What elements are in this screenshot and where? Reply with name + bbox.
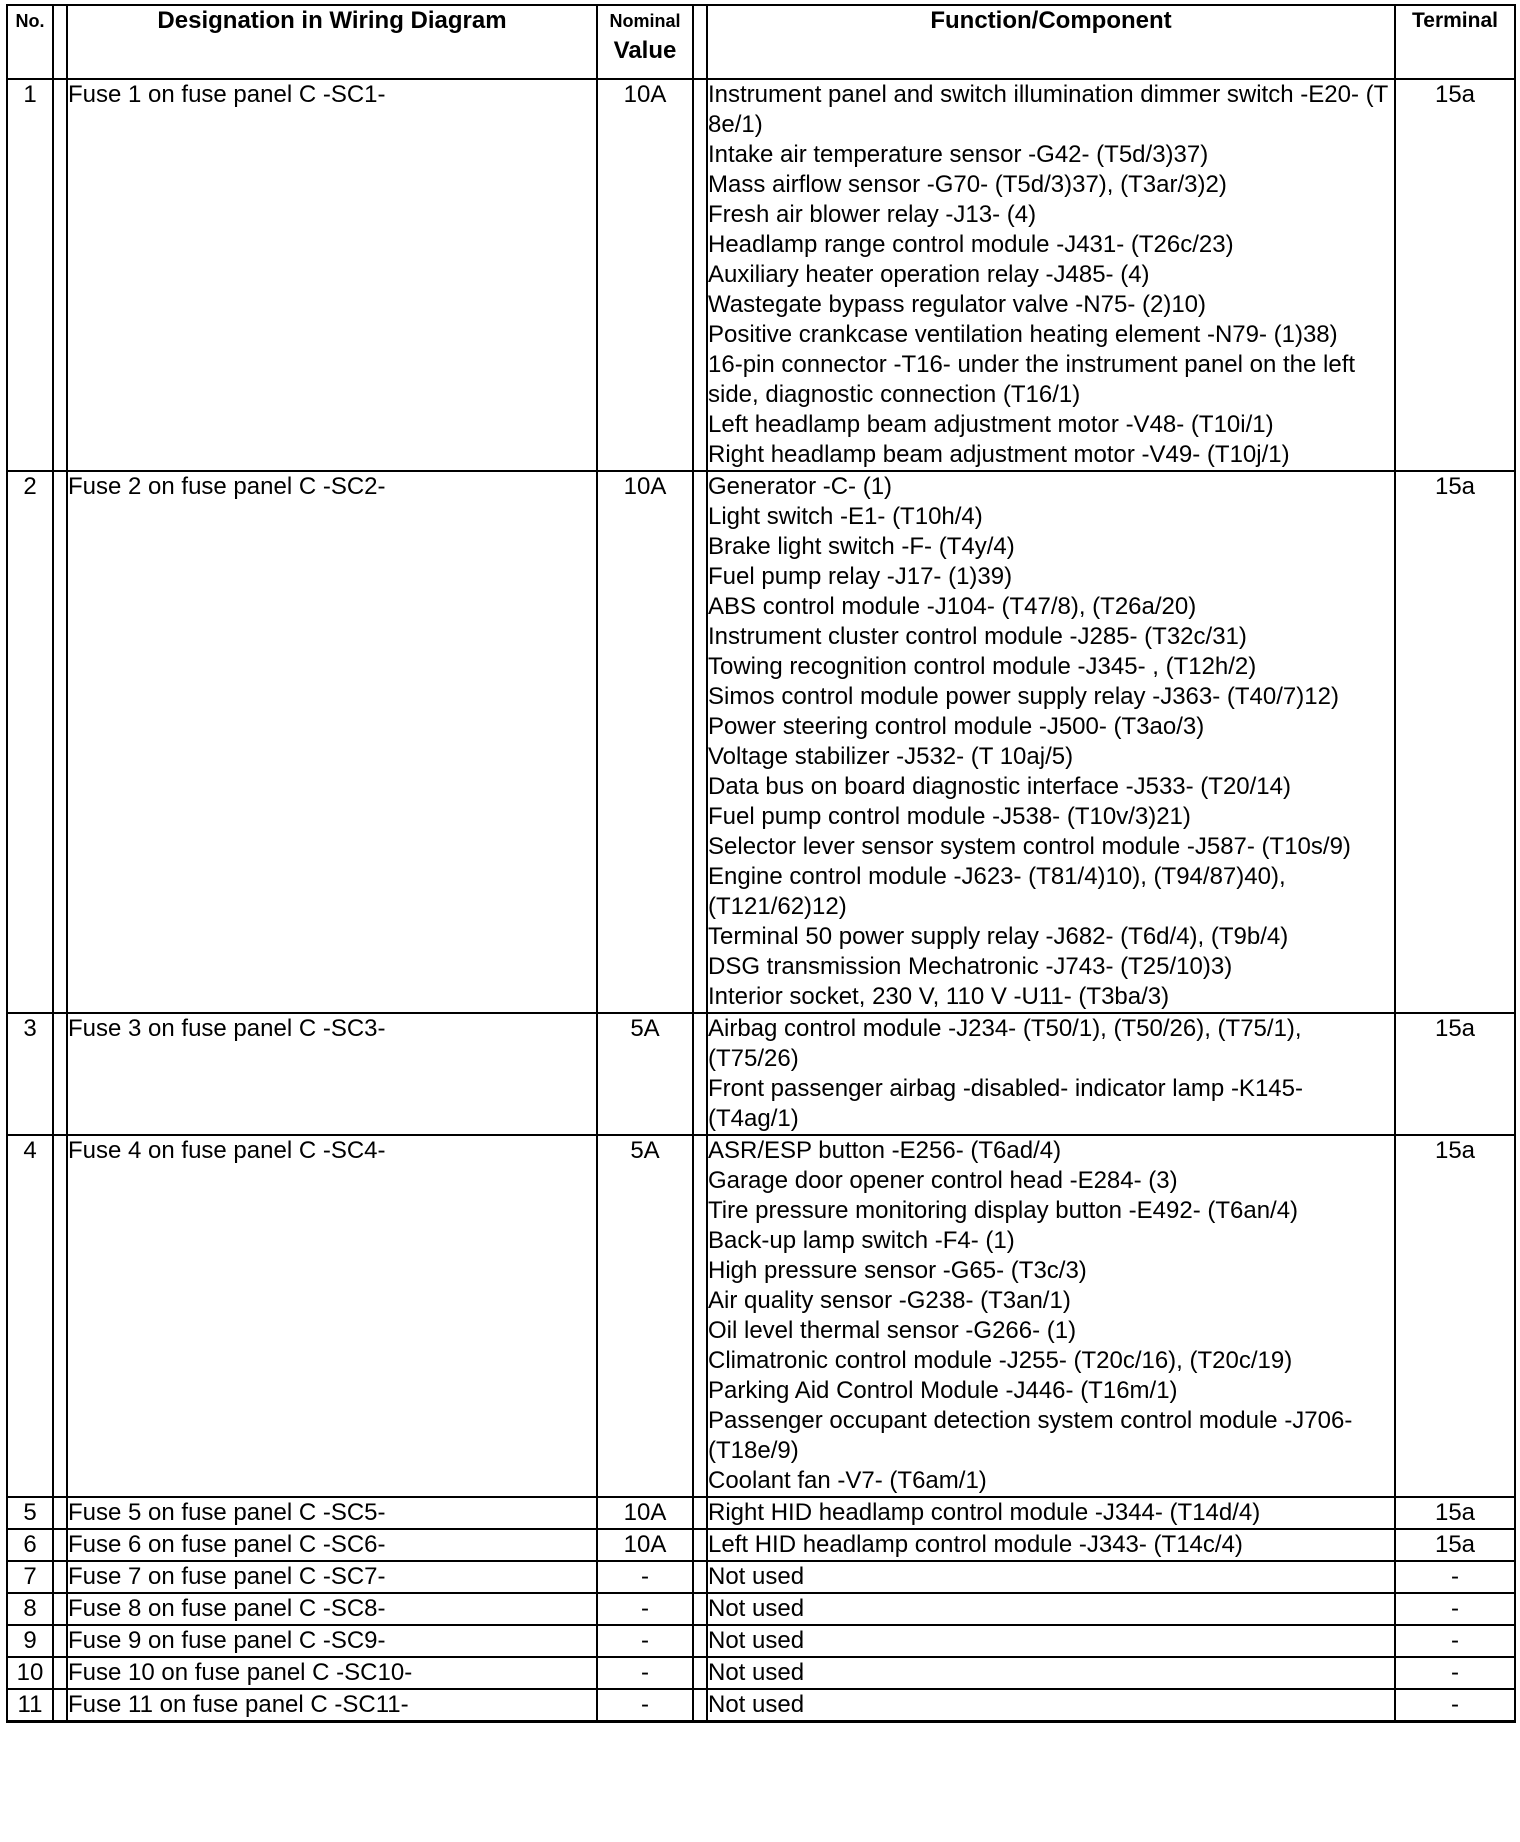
row-terminal: 15a bbox=[1395, 1497, 1515, 1529]
row-nominal-value: - bbox=[597, 1657, 693, 1689]
row-spacer bbox=[693, 1497, 707, 1529]
row-terminal: 15a bbox=[1395, 1135, 1515, 1497]
table-row bbox=[7, 471, 1515, 1013]
row-nominal-value: 5A bbox=[597, 1135, 693, 1497]
row-functions bbox=[707, 79, 1395, 471]
row-spacer bbox=[53, 1689, 67, 1722]
function-item: Light switch -E1- (T10h/4) bbox=[708, 503, 983, 530]
table-row bbox=[7, 1625, 1515, 1657]
function-item: Simos control module power supply relay -J363- (T40/7)12) bbox=[708, 683, 1339, 710]
row-terminal: - bbox=[1395, 1625, 1515, 1657]
function-item: Air quality sensor -G238- (T3an/1) bbox=[708, 1287, 1071, 1314]
row-terminal: - bbox=[1395, 1657, 1515, 1689]
row-functions bbox=[707, 1013, 1395, 1135]
row-functions bbox=[707, 1497, 1395, 1529]
table-row bbox=[7, 1135, 1515, 1497]
row-nominal-value: - bbox=[597, 1593, 693, 1625]
function-item: Data bus on board diagnostic interface -J533- (T20/14) bbox=[708, 773, 1291, 800]
row-spacer bbox=[53, 79, 67, 471]
function-item: 16-pin connector -T16- under the instrument panel on the left side, diagnostic connection (T16/1) bbox=[708, 351, 1356, 408]
function-item: Airbag control module -J234- (T50/1), (T50/26), (T75/1), (T75/26) bbox=[708, 1015, 1302, 1072]
row-spacer bbox=[53, 1561, 67, 1593]
function-item: Fuel pump relay -J17- (1)39) bbox=[708, 563, 1013, 590]
row-number: 7 bbox=[7, 1561, 53, 1593]
row-spacer bbox=[693, 471, 707, 1013]
function-item: Positive crankcase ventilation heating element -N79- (1)38) bbox=[708, 321, 1338, 348]
row-terminal: - bbox=[1395, 1561, 1515, 1593]
row-number: 4 bbox=[7, 1135, 53, 1497]
row-nominal-value: 10A bbox=[597, 1529, 693, 1561]
row-number: 9 bbox=[7, 1625, 53, 1657]
table-row bbox=[7, 1497, 1515, 1529]
row-functions bbox=[707, 1135, 1395, 1497]
function-item: Fresh air blower relay -J13- (4) bbox=[708, 201, 1037, 228]
row-designation: Fuse 10 on fuse panel C -SC10- bbox=[67, 1657, 597, 1689]
row-functions bbox=[707, 471, 1395, 1013]
row-nominal-value: 5A bbox=[597, 1013, 693, 1135]
row-designation: Fuse 2 on fuse panel C -SC2- bbox=[67, 471, 597, 1013]
row-functions bbox=[707, 1625, 1395, 1657]
function-item: Left headlamp beam adjustment motor -V48- (T10i/1) bbox=[708, 411, 1274, 438]
row-spacer bbox=[53, 1135, 67, 1497]
row-spacer bbox=[53, 1497, 67, 1529]
header-row bbox=[7, 5, 1515, 79]
function-item: Voltage stabilizer -J532- (T 10aj/5) bbox=[708, 743, 1074, 770]
row-nominal-value: - bbox=[597, 1625, 693, 1657]
function-item: Towing recognition control module -J345- , (T12h/2) bbox=[708, 653, 1257, 680]
header-terminal: Terminal bbox=[1395, 5, 1515, 79]
row-nominal-value: 10A bbox=[597, 79, 693, 471]
row-nominal-value: - bbox=[597, 1561, 693, 1593]
row-number: 6 bbox=[7, 1529, 53, 1561]
function-item: Auxiliary heater operation relay -J485- (4) bbox=[708, 261, 1150, 288]
function-item: Intake air temperature sensor -G42- (T5d/3)37) bbox=[708, 141, 1209, 168]
row-number: 11 bbox=[7, 1689, 53, 1722]
function-item: Front passenger airbag -disabled- indicator lamp -K145- (T4ag/1) bbox=[708, 1075, 1303, 1132]
row-number: 3 bbox=[7, 1013, 53, 1135]
row-nominal-value: 10A bbox=[597, 471, 693, 1013]
table-row bbox=[7, 1593, 1515, 1625]
function-item: Wastegate bypass regulator valve -N75- (2)10) bbox=[708, 291, 1206, 318]
function-item: Interior socket, 230 V, 110 V -U11- (T3ba/3) bbox=[708, 983, 1170, 1010]
table-row bbox=[7, 1561, 1515, 1593]
function-item: Generator -C- (1) bbox=[708, 473, 893, 500]
row-designation: Fuse 3 on fuse panel C -SC3- bbox=[67, 1013, 597, 1135]
row-spacer bbox=[693, 1625, 707, 1657]
function-item: Instrument panel and switch illumination dimmer switch -E20- (T 8e/1) bbox=[708, 81, 1388, 138]
row-spacer bbox=[693, 1593, 707, 1625]
function-item: Not used bbox=[708, 1595, 805, 1622]
function-item: Not used bbox=[708, 1627, 805, 1654]
row-functions bbox=[707, 1561, 1395, 1593]
function-item: Right HID headlamp control module -J344- (T14d/4) bbox=[708, 1499, 1261, 1526]
row-spacer bbox=[53, 1593, 67, 1625]
row-spacer bbox=[53, 1657, 67, 1689]
function-item: Engine control module -J623- (T81/4)10), (T94/87)40), (T121/62)12) bbox=[708, 863, 1286, 920]
function-item: Left HID headlamp control module -J343- (T14c/4) bbox=[708, 1531, 1243, 1558]
table-row bbox=[7, 1529, 1515, 1561]
function-item: Oil level thermal sensor -G266- (1) bbox=[708, 1317, 1077, 1344]
function-item: Climatronic control module -J255- (T20c/16), (T20c/19) bbox=[708, 1347, 1293, 1374]
function-item: Fuel pump control module -J538- (T10v/3)21) bbox=[708, 803, 1191, 830]
function-item: Mass airflow sensor -G70- (T5d/3)37), (T3ar/3)2) bbox=[708, 171, 1227, 198]
table-row bbox=[7, 1657, 1515, 1689]
function-item: Coolant fan -V7- (T6am/1) bbox=[708, 1467, 987, 1494]
function-item: Brake light switch -F- (T4y/4) bbox=[708, 533, 1015, 560]
row-terminal: 15a bbox=[1395, 1013, 1515, 1135]
row-spacer bbox=[693, 1657, 707, 1689]
row-spacer bbox=[53, 1625, 67, 1657]
function-item: Not used bbox=[708, 1659, 805, 1686]
row-terminal: 15a bbox=[1395, 1529, 1515, 1561]
row-spacer bbox=[53, 1529, 67, 1561]
header-nominal-value bbox=[597, 5, 693, 79]
table-body bbox=[7, 79, 1515, 1722]
row-number: 2 bbox=[7, 471, 53, 1013]
row-functions bbox=[707, 1529, 1395, 1561]
function-item: Garage door opener control head -E284- (3) bbox=[708, 1167, 1178, 1194]
function-item: Tire pressure monitoring display button -E492- (T6an/4) bbox=[708, 1197, 1299, 1224]
row-designation: Fuse 7 on fuse panel C -SC7- bbox=[67, 1561, 597, 1593]
row-number: 1 bbox=[7, 79, 53, 471]
table-row bbox=[7, 79, 1515, 471]
function-item: Terminal 50 power supply relay -J682- (T6d/4), (T9b/4) bbox=[708, 923, 1289, 950]
header-designation: Designation in Wiring Diagram bbox=[67, 5, 597, 79]
row-functions bbox=[707, 1657, 1395, 1689]
function-item: Right headlamp beam adjustment motor -V49- (T10j/1) bbox=[708, 441, 1290, 468]
row-terminal: 15a bbox=[1395, 471, 1515, 1013]
table-row bbox=[7, 1689, 1515, 1722]
row-designation: Fuse 5 on fuse panel C -SC5- bbox=[67, 1497, 597, 1529]
row-terminal: - bbox=[1395, 1593, 1515, 1625]
header-nominal-line1: Nominal bbox=[609, 11, 681, 31]
row-number: 5 bbox=[7, 1497, 53, 1529]
row-terminal: - bbox=[1395, 1689, 1515, 1722]
row-nominal-value: - bbox=[597, 1689, 693, 1722]
row-designation: Fuse 4 on fuse panel C -SC4- bbox=[67, 1135, 597, 1497]
function-item: DSG transmission Mechatronic -J743- (T25/10)3) bbox=[708, 953, 1233, 980]
row-spacer bbox=[693, 1135, 707, 1497]
row-designation: Fuse 8 on fuse panel C -SC8- bbox=[67, 1593, 597, 1625]
function-item: Back-up lamp switch -F4- (1) bbox=[708, 1227, 1015, 1254]
row-spacer bbox=[53, 471, 67, 1013]
function-item: ABS control module -J104- (T47/8), (T26a/20) bbox=[708, 593, 1197, 620]
table-row bbox=[7, 1013, 1515, 1135]
header-spacer bbox=[53, 5, 67, 79]
row-nominal-value: 10A bbox=[597, 1497, 693, 1529]
function-item: Passenger occupant detection system control module -J706- (T18e/9) bbox=[708, 1407, 1353, 1464]
function-item: Headlamp range control module -J431- (T26c/23) bbox=[708, 231, 1234, 258]
function-item: Selector lever sensor system control module -J587- (T10s/9) bbox=[708, 833, 1351, 860]
header-nominal-line2: Value bbox=[613, 37, 677, 64]
row-spacer bbox=[693, 1561, 707, 1593]
function-item: Not used bbox=[708, 1563, 805, 1590]
function-item: Not used bbox=[708, 1691, 805, 1718]
row-functions bbox=[707, 1689, 1395, 1722]
function-item: Parking Aid Control Module -J446- (T16m/1) bbox=[708, 1377, 1178, 1404]
fuse-table bbox=[6, 4, 1516, 1723]
row-designation: Fuse 11 on fuse panel C -SC11- bbox=[67, 1689, 597, 1722]
row-designation: Fuse 1 on fuse panel C -SC1- bbox=[67, 79, 597, 471]
function-item: Instrument cluster control module -J285- (T32c/31) bbox=[708, 623, 1247, 650]
row-spacer bbox=[53, 1013, 67, 1135]
row-number: 10 bbox=[7, 1657, 53, 1689]
row-spacer bbox=[693, 1529, 707, 1561]
header-no: No. bbox=[7, 5, 53, 79]
function-item: High pressure sensor -G65- (T3c/3) bbox=[708, 1257, 1087, 1284]
row-spacer bbox=[693, 1689, 707, 1722]
row-designation: Fuse 6 on fuse panel C -SC6- bbox=[67, 1529, 597, 1561]
row-functions bbox=[707, 1593, 1395, 1625]
row-spacer bbox=[693, 79, 707, 471]
row-terminal: 15a bbox=[1395, 79, 1515, 471]
row-designation: Fuse 9 on fuse panel C -SC9- bbox=[67, 1625, 597, 1657]
header-function: Function/Component bbox=[707, 5, 1395, 79]
row-spacer bbox=[693, 1013, 707, 1135]
header-spacer bbox=[693, 5, 707, 79]
function-item: ASR/ESP button -E256- (T6ad/4) bbox=[708, 1137, 1062, 1164]
function-item: Power steering control module -J500- (T3ao/3) bbox=[708, 713, 1205, 740]
row-number: 8 bbox=[7, 1593, 53, 1625]
